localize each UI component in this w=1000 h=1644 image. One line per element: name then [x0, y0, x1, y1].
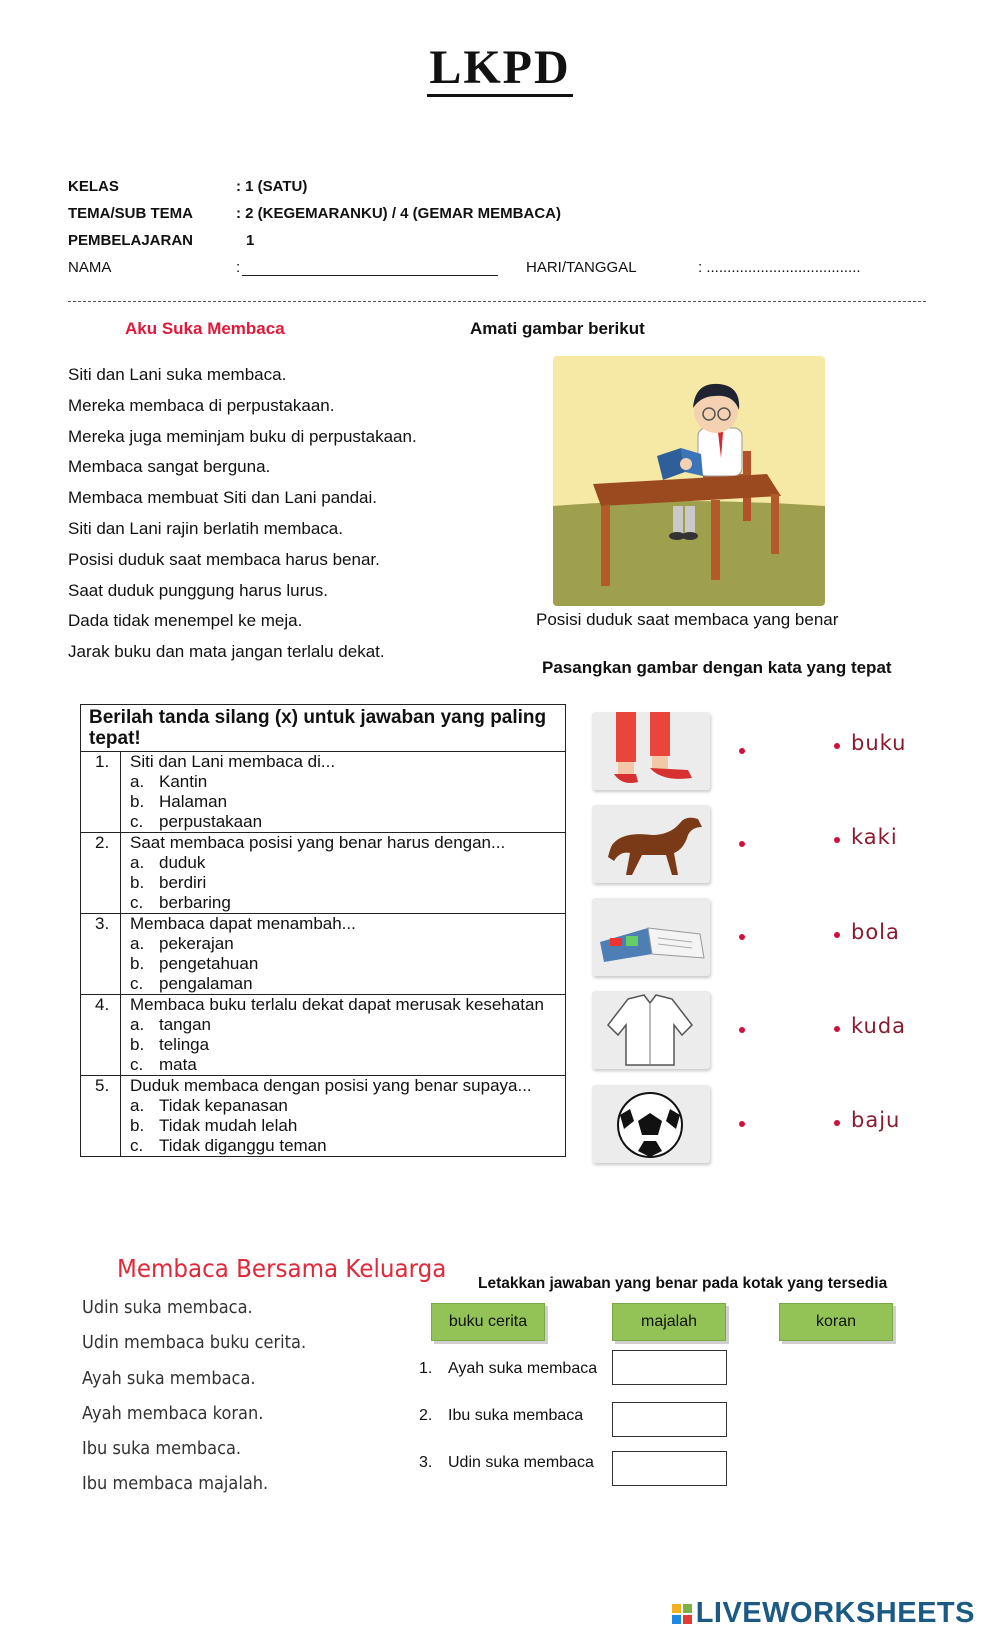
- quiz-question: [81, 914, 565, 995]
- question-number: 3.: [81, 914, 121, 994]
- quiz-question: [81, 833, 565, 914]
- tema-label: TEMA/SUB TEMA: [68, 205, 193, 222]
- story-line: Mereka membaca di perpustakaan.: [68, 395, 335, 415]
- answer-option[interactable]: c. Tidak diganggu teman: [130, 1136, 327, 1155]
- family-line: Udin suka membaca.: [82, 1297, 253, 1318]
- answer-option[interactable]: a. duduk: [130, 853, 206, 872]
- question-number: 4.: [81, 995, 121, 1075]
- reading-heading: Aku Suka Membaca: [125, 319, 285, 338]
- match-word: kuda: [851, 1014, 907, 1038]
- match-image-bola[interactable]: [592, 1085, 710, 1163]
- story-line: Siti dan Lani suka membaca.: [68, 365, 287, 384]
- answer-option[interactable]: b. Halaman: [130, 792, 228, 811]
- story-line: Posisi duduk saat membaca harus benar.: [68, 549, 380, 569]
- match-dot-right[interactable]: [834, 837, 840, 843]
- quiz-question: [81, 752, 565, 833]
- nama-label: NAMA: [68, 259, 112, 276]
- answer-option[interactable]: a. Kantin: [130, 772, 208, 791]
- observe-heading: Amati gambar berikut: [470, 319, 645, 338]
- family-line: Ayah membaca koran.: [82, 1402, 264, 1424]
- tema-value: : 2 (KEGEMARANKU) / 4 (GEMAR MEMBACA): [236, 205, 561, 222]
- logo-text: LIVEWORKSHEETS: [695, 1597, 975, 1629]
- nama-colon: :: [236, 259, 241, 276]
- answer-option[interactable]: b. berdiri: [130, 873, 207, 892]
- question-number: 5.: [81, 1076, 121, 1156]
- question-text: Membaca dapat menambah...: [130, 914, 356, 933]
- hari-value: : .....................................: [698, 259, 861, 276]
- question-text: Saat membaca posisi yang benar harus dengan...: [130, 833, 506, 852]
- answer-option[interactable]: c. mata: [130, 1055, 197, 1074]
- answer-option[interactable]: c. berbaring: [130, 893, 231, 912]
- hari-label: HARI/TANGGAL: [526, 259, 637, 276]
- family-line: Ibu suka membaca.: [82, 1438, 242, 1460]
- answer-chip-majalah[interactable]: majalah: [612, 1303, 726, 1341]
- question-number: 1.: [81, 752, 121, 832]
- kelas-label: KELAS: [68, 178, 119, 195]
- match-image-baju[interactable]: [592, 991, 710, 1069]
- story-line: Siti dan Lani rajin berlatih membaca.: [68, 518, 343, 538]
- answer-option[interactable]: c. pengalaman: [130, 974, 253, 993]
- answer-chip-koran[interactable]: koran: [779, 1303, 893, 1341]
- kelas-value: : 1 (SATU): [236, 178, 308, 195]
- nama-input-line[interactable]: [242, 275, 498, 276]
- story-line: Membaca sangat berguna.: [68, 457, 271, 477]
- logo-icon: [672, 1604, 692, 1624]
- family-heading: Membaca Bersama Keluarga: [117, 1254, 447, 1283]
- question-text: Siti dan Lani membaca di...: [130, 752, 336, 771]
- match-dot-right[interactable]: [834, 932, 840, 938]
- match-dot-left[interactable]: [739, 841, 745, 847]
- quiz-instruction: Berilah tanda silang (x) untuk jawaban yang paling tepat!: [81, 705, 565, 752]
- answer-drop-box[interactable]: [612, 1451, 727, 1486]
- pembelajaran-value: 1: [246, 232, 255, 249]
- match-dot-right[interactable]: [834, 1026, 840, 1032]
- match-word: baju: [851, 1108, 901, 1132]
- match-image-buku[interactable]: [592, 898, 710, 976]
- matching-heading: Pasangkan gambar dengan kata yang tepat: [542, 658, 892, 677]
- quiz-question: [81, 1076, 565, 1156]
- match-dot-right[interactable]: [834, 1120, 840, 1126]
- quiz-table: [80, 704, 566, 1157]
- match-dot-left[interactable]: [739, 934, 745, 940]
- family-line: Ibu membaca majalah.: [82, 1473, 269, 1495]
- story-line: Jarak buku dan mata jangan terlalu dekat.: [68, 642, 385, 662]
- match-dot-left[interactable]: [739, 1121, 745, 1127]
- answer-option[interactable]: a. pekerajan: [130, 934, 234, 953]
- match-word: bola: [851, 920, 900, 944]
- reading-illustration: [553, 356, 825, 606]
- pembelajaran-label: PEMBELAJARAN: [68, 232, 194, 249]
- story-line: Saat duduk punggung harus lurus.: [68, 580, 328, 600]
- fill-text: Udin suka membaca: [448, 1454, 594, 1471]
- story-line: Dada tidak menempel ke meja.: [68, 611, 303, 631]
- answer-option[interactable]: c. perpustakaan: [130, 812, 263, 831]
- story-line: Mereka juga meminjam buku di perpustakaan.: [68, 426, 417, 446]
- question-text: Membaca buku terlalu dekat dapat merusak kesehatan: [130, 995, 544, 1014]
- liveworksheets-logo: [672, 1597, 975, 1630]
- question-number: 2.: [81, 833, 121, 913]
- match-image-kuda[interactable]: [592, 805, 710, 883]
- fill-text: Ibu suka membaca: [448, 1407, 584, 1424]
- page-title: LKPD: [0, 40, 1000, 95]
- fill-text: Ayah suka membaca: [448, 1360, 598, 1377]
- match-dot-left[interactable]: [739, 748, 745, 754]
- answer-option[interactable]: b. pengetahuan: [130, 954, 259, 973]
- family-text: [82, 1290, 306, 1502]
- answer-option[interactable]: b. Tidak mudah lelah: [130, 1116, 298, 1135]
- match-dot-left[interactable]: [739, 1027, 745, 1033]
- quiz-question: [81, 995, 565, 1076]
- answer-drop-box[interactable]: [612, 1350, 727, 1385]
- answer-chip-buku-cerita[interactable]: buku cerita: [431, 1303, 545, 1341]
- story-text: [68, 360, 417, 668]
- answer-option[interactable]: a. tangan: [130, 1015, 211, 1034]
- question-text: Duduk membaca dengan posisi yang benar supaya...: [130, 1076, 532, 1095]
- story-line: Membaca membuat Siti dan Lani pandai.: [68, 488, 378, 508]
- match-dot-right[interactable]: [834, 743, 840, 749]
- match-image-kaki[interactable]: [592, 712, 710, 790]
- fill-number: 3.: [419, 1454, 433, 1471]
- fill-number: 1.: [419, 1360, 433, 1377]
- answer-drop-box[interactable]: [612, 1402, 727, 1437]
- fill-heading: Letakkan jawaban yang benar pada kotak yang tersedia: [478, 1275, 888, 1292]
- divider: [68, 301, 926, 302]
- illustration-caption: Posisi duduk saat membaca yang benar: [536, 610, 839, 629]
- fill-number: 2.: [419, 1407, 433, 1424]
- family-line: Ayah suka membaca.: [82, 1367, 256, 1389]
- match-word: kaki: [851, 825, 898, 849]
- answer-option[interactable]: a. Tidak kepanasan: [130, 1096, 288, 1115]
- family-line: Udin membaca buku cerita.: [82, 1332, 307, 1354]
- match-word: buku: [851, 731, 907, 755]
- answer-option[interactable]: b. telinga: [130, 1035, 210, 1054]
